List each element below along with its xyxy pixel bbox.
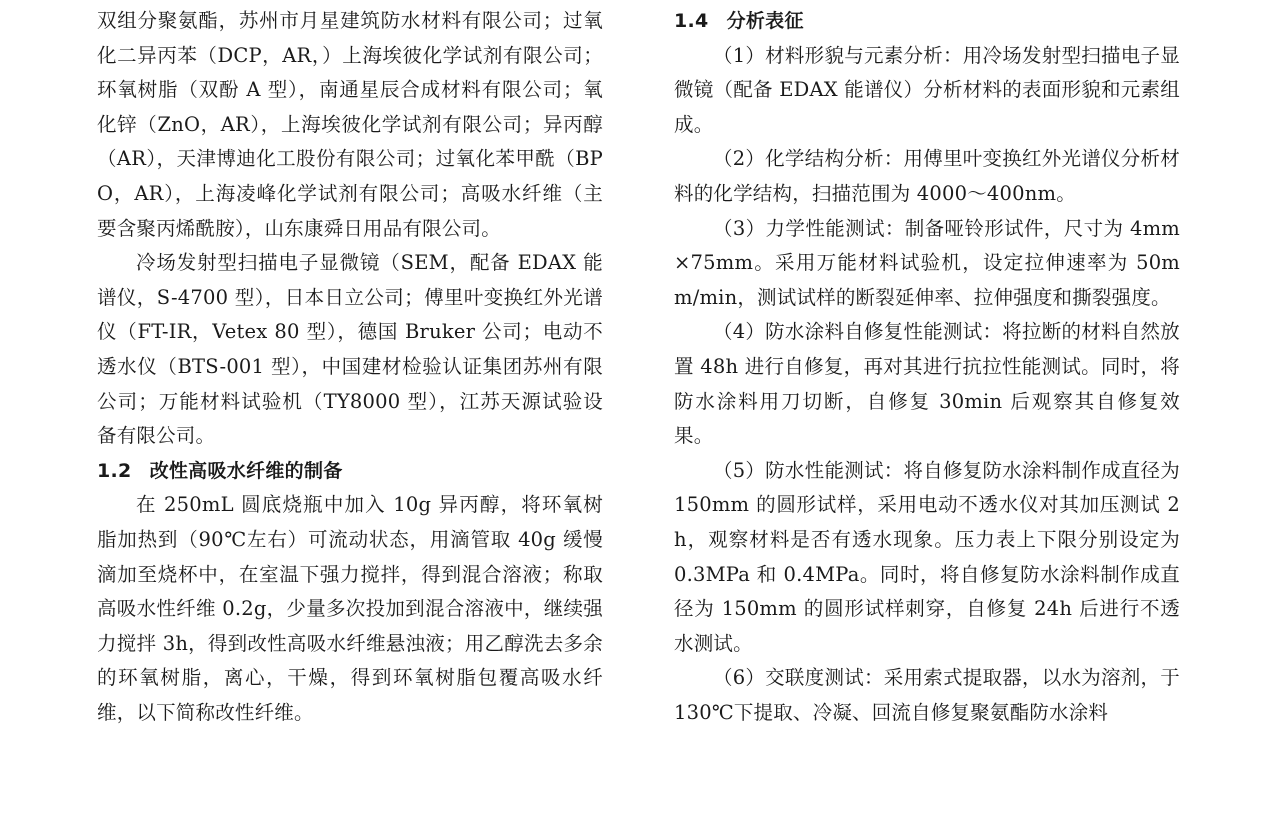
right-column	[674, 4, 1180, 730]
section-number: 1.2	[97, 459, 132, 482]
materials-paragraph-continued: 双组分聚氨酯，苏州市月星建筑防水材料有限公司；过氧化二异丙苯（DCP，AR，）上海埃彼化学试剂有限公司；环氧树脂（双酚 A 型），南通星辰合成材料有限公司；氧化锌（ZnO，AR），上海埃彼化学试剂有限公司；异丙醇（AR），天津博迪化工股份有限公司；过氧化苯甲酰（BPO，AR），上海凌峰化学试剂有限公司；高吸水纤维（主要含聚丙烯酰胺），山东康舜日用品有限公司。	[97, 9, 603, 240]
section-title: 分析表征	[726, 10, 804, 32]
analysis-item-5: （5）防水性能测试：将自修复防水涂料制作成直径为 150mm 的圆形试样，采用电动不透水仪对其加压测试 2h，观察材料是否有透水现象。压力表上下限分别设定为 0.3MPa 和 0.4MPa。同时，将自修复防水涂料制作成直径为 150mm 的圆形试样刺穿，自修复 24h 后进行不透水测试。	[674, 458, 1180, 655]
left-column	[97, 4, 603, 730]
preparation-paragraph: 在 250mL 圆底烧瓶中加入 10g 异丙醇，将环氧树脂加热到（90℃左右）可流动状态，用滴管取 40g 缓慢滴加至烧杯中，在室温下强力搅拌，得到混合溶液；称取高吸水性纤维 0.2g，少量多次投加到混合溶液中，继续强力搅拌 3h，得到改性高吸水纤维悬浊液；用乙醇洗去多余的环氧树脂，离心，干燥，得到环氧树脂包覆高吸水纤维，以下简称改性纤维。	[97, 493, 603, 724]
section-title: 改性高吸水纤维的制备	[149, 459, 343, 482]
analysis-item-2: （2）化学结构分析：用傅里叶变换红外光谱仪分析材料的化学结构，扫描范围为 4000～400nm。	[674, 147, 1180, 205]
section-number: 1.4	[674, 10, 709, 32]
section-heading-1-2	[97, 454, 603, 489]
analysis-item-3: （3）力学性能测试：制备哑铃形试件，尺寸为 4mm×75mm。采用万能材料试验机，设定拉伸速率为 50mm/min，测试试样的断裂延伸率、拉伸强度和撕裂强度。	[674, 216, 1180, 309]
analysis-item-1: （1）材料形貌与元素分析：用冷场发射型扫描电子显微镜（配备 EDAX 能谱仪）分析材料的表面形貌和元素组成。	[674, 43, 1180, 136]
analysis-item-4: （4）防水涂料自修复性能测试：将拉断的材料自然放置 48h 进行自修复，再对其进行抗拉性能测试。同时，将防水涂料用刀切断，自修复 30min 后观察其自修复效果。	[674, 320, 1180, 448]
section-heading-1-4	[674, 4, 1180, 39]
analysis-item-6: （6）交联度测试：采用索式提取器，以水为溶剂，于 130℃下提取、冷凝、回流自修复聚氨酯防水涂料	[674, 666, 1180, 724]
instruments-paragraph: 冷场发射型扫描电子显微镜（SEM，配备 EDAX 能谱仪，S-4700 型），日本日立公司；傅里叶变换红外光谱仪（FT-IR，Vetex 80 型），德国 Bruker 公司；电动不透水仪（BTS-001 型），中国建材检验认证集团苏州有限公司；万能材料试验机（TY8000 型），江苏天源试验设备有限公司。	[97, 251, 603, 448]
